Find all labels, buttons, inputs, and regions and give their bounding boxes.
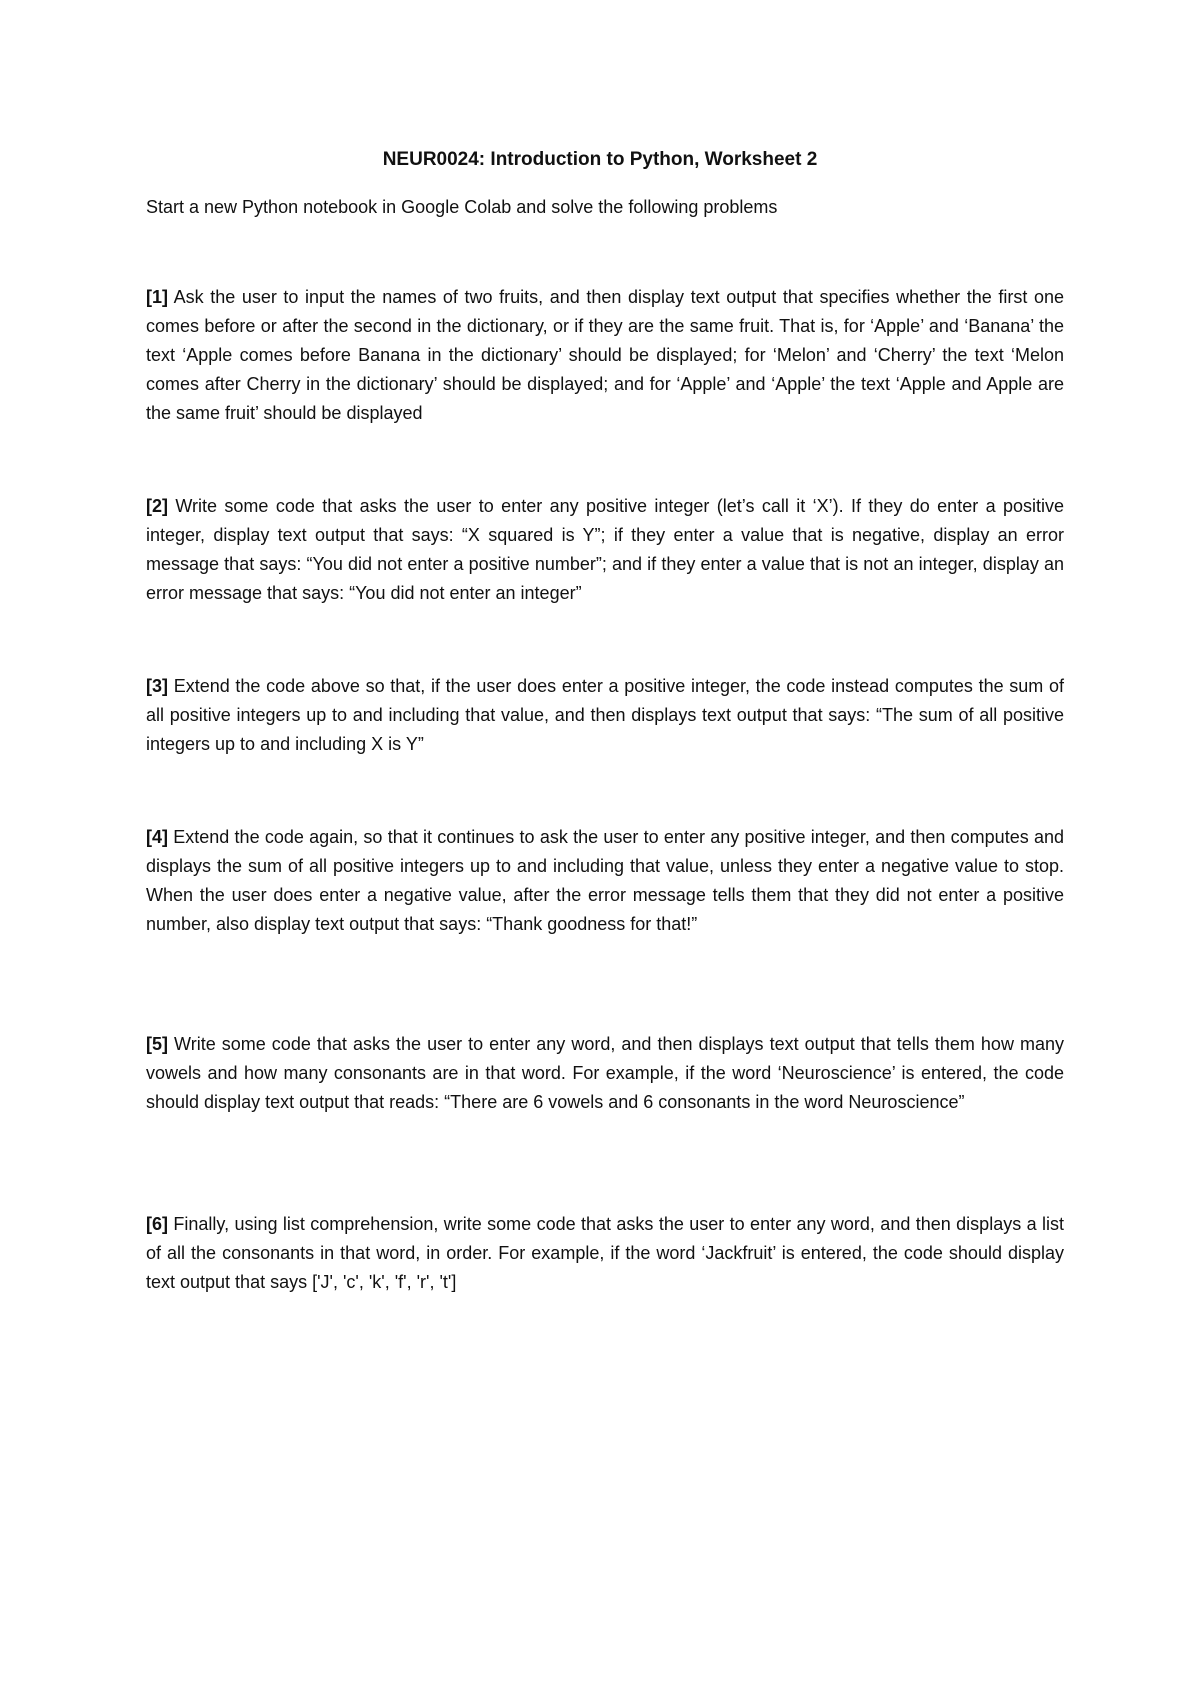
problem-number: [3] — [146, 676, 168, 696]
problem-number: [1] — [146, 287, 168, 307]
intro-text: Start a new Python notebook in Google Colab and solve the following problems — [146, 197, 778, 217]
problem-text: Ask the user to input the names of two fruits, and then display text output that specifies whether the first one comes before or after the second in the dictionary, or if they are the same fruit. That is, for ‘Apple’ and ‘Banana’ the text ‘Apple comes before Banana in the dictionary’ should be displayed; for ‘Melon’ and ‘Cherry’ the text ‘Melon comes after Cherry in the dictionary’ should be displayed; and for ‘Apple’ and ‘Apple’ the text ‘Apple and Apple are the same fruit’ should be displayed — [146, 287, 1064, 423]
problem-6 — [146, 1210, 1064, 1297]
page-title: NEUR0024: Introduction to Python, Worksheet 2 — [382, 149, 818, 170]
problem-3 — [146, 672, 1064, 759]
problem-number: [4] — [146, 827, 168, 847]
problem-text: Extend the code again, so that it continues to ask the user to enter any positive integer, and then computes and displays the sum of all positive integers up to and including that value, unless they enter a negative value to stop. When the user does enter a negative value, after the error message tells them that they did not enter a positive number, also display text output that says: “Thank goodness for that!” — [146, 827, 1064, 934]
problem-number: [6] — [146, 1214, 168, 1234]
problem-number: [2] — [146, 496, 168, 516]
problem-text: Write some code that asks the user to enter any word, and then displays text output that tells them how many vowels and how many consonants are in that word. For example, if the word ‘Neuroscience’ is entered, the code should display text output that reads: “There are 6 vowels and 6 consonants in the word Neuroscience” — [146, 1034, 1064, 1112]
problem-text: Finally, using list comprehension, write some code that asks the user to enter any word, and then displays a list of all the consonants in that word, in order. For example, if the word ‘Jackfruit’ is entered, the code should display text output that says ['J', 'c', 'k', 'f', 'r', 't'] — [146, 1214, 1064, 1292]
problem-5 — [146, 1030, 1064, 1117]
problem-2 — [146, 492, 1064, 608]
problem-4 — [146, 823, 1064, 939]
problem-number: [5] — [146, 1034, 168, 1054]
problem-text: Extend the code above so that, if the user does enter a positive integer, the code instead computes the sum of all positive integers up to and including that value, and then displays text output that says: “The sum of all positive integers up to and including X is Y” — [146, 676, 1064, 754]
problem-1 — [146, 283, 1064, 428]
problem-text: Write some code that asks the user to enter any positive integer (let’s call it ‘X’). If they do enter a positive integer, display text output that says: “X squared is Y”; if they enter a value that is negative, display an error message that says: “You did not enter a positive number”; and if they enter a value that is not an integer, display an error message that says: “You did not enter an integer” — [146, 496, 1064, 603]
